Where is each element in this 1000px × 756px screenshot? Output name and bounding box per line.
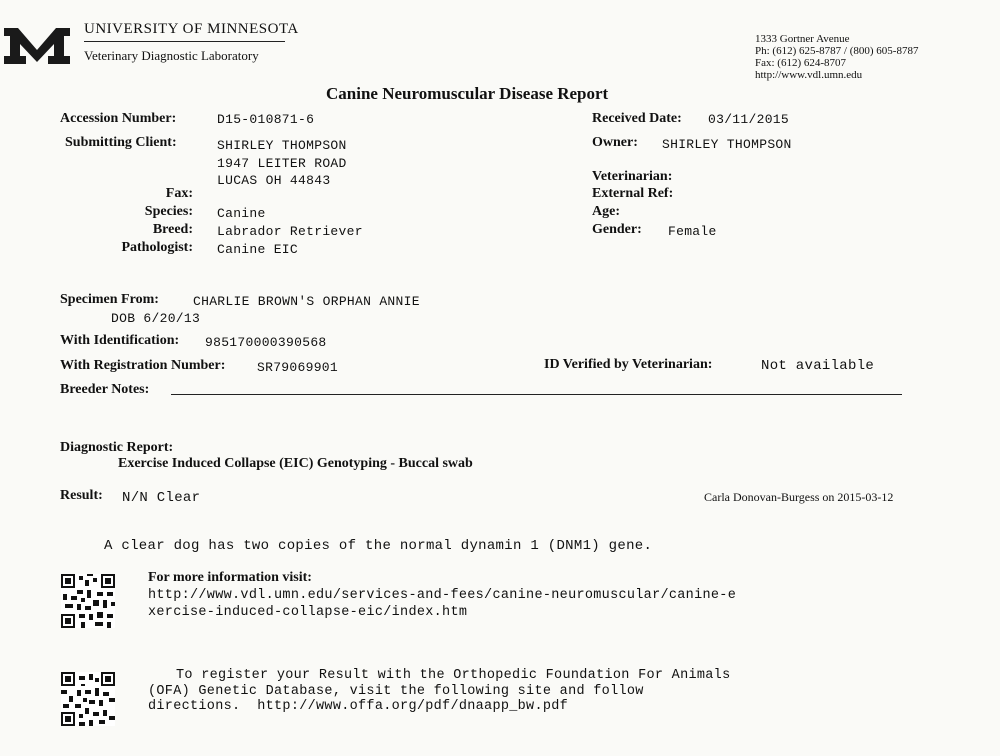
identification-value: 985170000390568: [205, 335, 327, 350]
address-phone: Ph: (612) 625-8787 / (800) 605-8787: [755, 45, 919, 57]
identification-label: With Identification:: [60, 333, 180, 348]
client-street: 1947 LEITER ROAD: [217, 155, 347, 171]
breeder-notes-line: [171, 394, 902, 395]
accession-label: Accession Number:: [60, 111, 177, 126]
more-info-url[interactable]: [148, 587, 736, 621]
diagnostic-report-label: Diagnostic Report:: [60, 440, 174, 455]
ofa-register-line-2: (OFA) Genetic Database, visit the following site and follow: [148, 683, 644, 699]
result-value: N/N Clear: [122, 490, 201, 506]
university-m-logo: [4, 22, 70, 66]
more-info-heading: For more information visit:: [148, 570, 312, 585]
qr-code-ofa-icon: [61, 672, 115, 726]
specimen-from-label: Specimen From:: [60, 292, 159, 307]
id-verified-value: Not available: [761, 358, 875, 374]
owner-value: SHIRLEY THOMPSON: [662, 137, 792, 152]
fax-label: Fax:: [165, 186, 193, 201]
client-city: LUCAS OH 44843: [217, 173, 331, 188]
header-divider: [84, 41, 285, 42]
accession-value: D15-010871-6: [217, 112, 315, 127]
lab-name: Veterinary Diagnostic Laboratory: [84, 48, 259, 63]
external-ref-label: External Ref:: [592, 186, 674, 201]
specimen-from-value: CHARLIE BROWN'S ORPHAN ANNIE: [193, 294, 420, 309]
ofa-register-text: [148, 668, 731, 715]
result-explanation: A clear dog has two copies of the normal dynamin 1 (DNM1) gene.: [104, 538, 653, 554]
result-label: Result:: [60, 488, 103, 503]
client-label: Submitting Client:: [65, 135, 177, 150]
specimen-dob: DOB 6/20/13: [111, 311, 201, 326]
registration-value: SR79069901: [257, 360, 339, 375]
breed-value: Labrador Retriever: [217, 224, 363, 239]
address-street: 1333 Gortner Avenue: [755, 33, 850, 45]
pathologist-value: Canine EIC: [217, 242, 299, 257]
registration-label: With Registration Number:: [60, 358, 226, 373]
more-info-url-line-2[interactable]: xercise-induced-collapse-eic/index.htm: [148, 605, 468, 620]
veterinarian-label: Veterinarian:: [592, 169, 673, 184]
owner-label: Owner:: [592, 135, 638, 150]
received-label: Received Date:: [592, 111, 682, 126]
client-address: [217, 137, 347, 190]
breeder-notes-label: Breeder Notes:: [60, 382, 150, 397]
gender-label: Gender:: [592, 222, 642, 237]
signed-by: Carla Donovan-Burgess on 2015-03-12: [704, 490, 894, 504]
species-label: Species:: [144, 204, 193, 219]
id-verified-label: ID Verified by Veterinarian:: [544, 357, 713, 372]
university-name: UNIVERSITY OF MINNESOTA: [84, 21, 299, 37]
breed-label: Breed:: [152, 222, 193, 237]
lab-address-block: [755, 33, 918, 81]
address-fax: Fax: (612) 624-8707: [755, 57, 847, 69]
report-title: Canine Neuromuscular Disease Report: [326, 84, 609, 103]
age-label: Age:: [592, 204, 620, 219]
species-value: Canine: [217, 206, 266, 221]
gender-value: Female: [668, 224, 717, 239]
more-info-url-line-1[interactable]: http://www.vdl.umn.edu/services-and-fees/canine-neuromuscular/canine-e: [148, 588, 737, 603]
ofa-register-line-1: To register your Result with the Orthopedic Foundation For Animals: [176, 668, 731, 683]
pathologist-label: Pathologist:: [121, 240, 193, 255]
address-url: http://www.vdl.umn.edu: [755, 69, 863, 81]
diagnostic-test: Exercise Induced Collapse (EIC) Genotyping - Buccal swab: [118, 456, 473, 471]
client-name: SHIRLEY THOMPSON: [217, 138, 347, 153]
ofa-register-line-3[interactable]: directions. http://www.offa.org/pdf/dnaapp_bw.pdf: [148, 699, 569, 714]
qr-code-info-icon: [61, 574, 115, 628]
received-value: 03/11/2015: [708, 112, 790, 127]
